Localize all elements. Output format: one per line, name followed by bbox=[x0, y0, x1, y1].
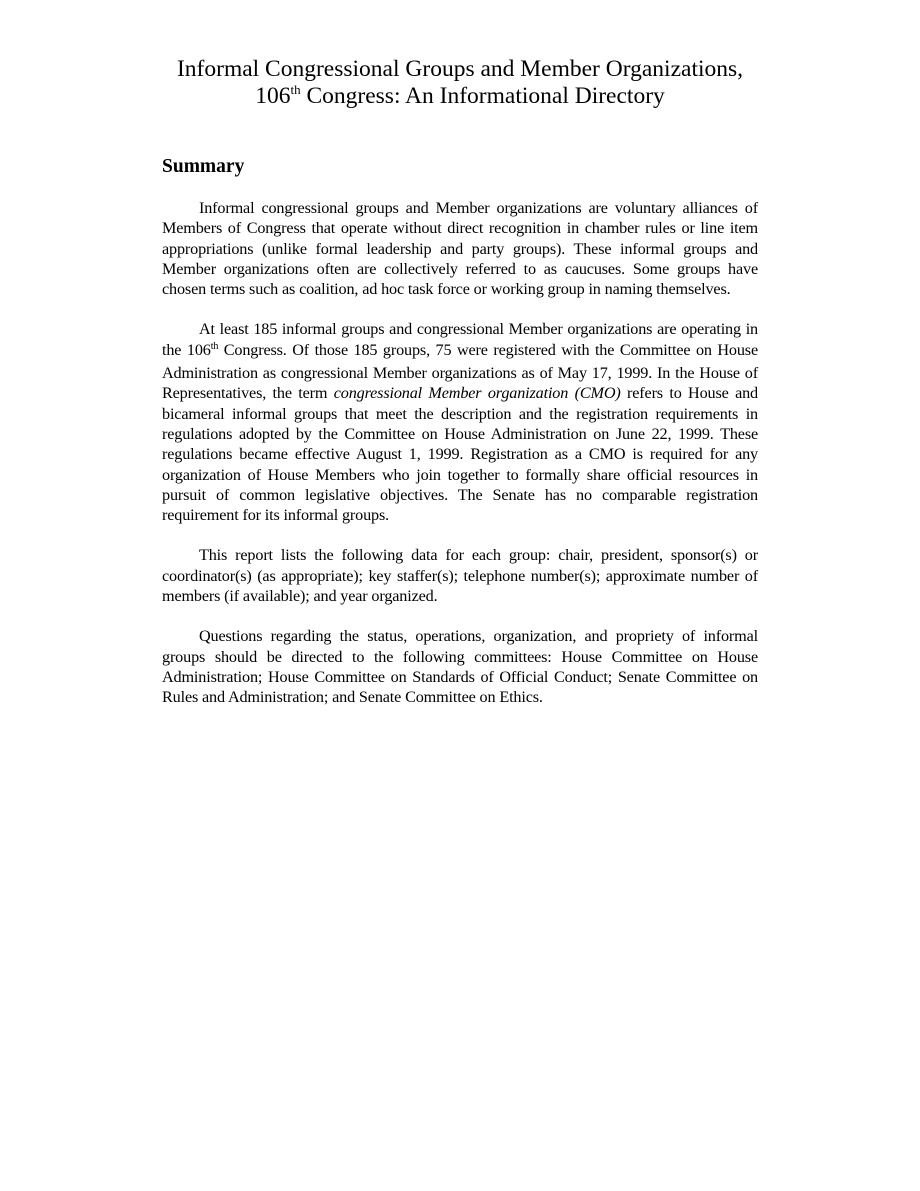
document-title bbox=[142, 56, 778, 112]
summary-paragraph-2 bbox=[162, 319, 758, 525]
summary-paragraph-3: This report lists the following data for each group: chair, president, sponsor(s) or coordinator(s) (as appropriate); key staffer(s); telephone number(s); approximate number of members (if available); and year organized. bbox=[162, 546, 758, 606]
paragraph-2-part-b: Congress. Of those 185 groups, 75 were registered with the Committee on House Administration as congressional Member organizations as of May 17, 1999. In the House of Representatives, the term bbox=[162, 340, 758, 403]
paragraph-2-ordinal-suffix: th bbox=[210, 340, 219, 352]
title-line-2-suffix: Congress: An Informational Directory bbox=[300, 83, 665, 109]
paragraph-2-part-a: At least 185 informal groups and congressional Member organizations are operating in the 106 bbox=[162, 320, 758, 359]
title-line-2-prefix: 106 bbox=[255, 83, 291, 109]
cmo-term: congressional Member organization (CMO) bbox=[333, 384, 621, 403]
paragraph-2-part-c: refers to House and bicameral informal groups that meet the description and the registration requirements in regulations adopted by the Committee on House Administration on June 22, 1999. These regulations became effective August 1, 1999. Registration as a CMO is required for any organization of House Members who join together to formally share official resources in pursuit of common legislative objectives. The Senate has no comparable registration requirement for its informal groups. bbox=[162, 384, 758, 525]
summary-paragraph-4: Questions regarding the status, operations, organization, and propriety of informal groups should be directed to the following committees: House Committee on House Administration; House Committee on Standards of Official Conduct; Senate Committee on Rules and Administration; and Senate Committee on Ethics. bbox=[162, 627, 758, 707]
summary-heading: Summary bbox=[162, 156, 245, 177]
title-line-1: Informal Congressional Groups and Member Organizations, bbox=[176, 56, 744, 82]
summary-paragraph-1: Informal congressional groups and Member organizations are voluntary alliances of Members of Congress that operate without direct recognition in chamber rules or line item appropriations (unlike formal leadership and party groups). These informal groups and Member organizations often are collectively referred to as caucuses. Some groups have chosen terms such as coalition, ad hoc task force or working group in naming themselves. bbox=[162, 199, 758, 299]
document-page bbox=[162, 56, 758, 708]
title-ordinal-suffix: th bbox=[290, 82, 301, 97]
